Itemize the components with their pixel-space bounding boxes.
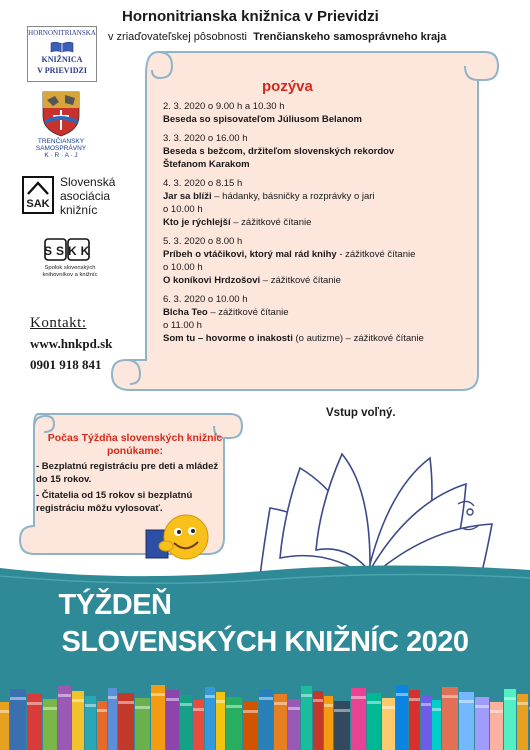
offer-item: - Bezplatnú registráciu pre deti a mládež do 15 rokov. [36, 461, 219, 485]
book-spine [193, 700, 204, 750]
book-spine-band [475, 705, 489, 708]
event-desc: - zážitkové čítanie [336, 249, 416, 260]
book-spine-band [351, 696, 366, 699]
event-title: Jar sa blíži [163, 191, 212, 202]
sak-mark-text: SAK [26, 198, 50, 210]
book-spine-band [97, 709, 107, 712]
sak-name: Slovenská asociácia knižníc [60, 175, 116, 217]
book-spine-band [274, 702, 287, 705]
event-time: o 10.00 h [163, 204, 203, 215]
event-item [163, 235, 463, 287]
event-desc: – zážitkové čítanie [230, 217, 312, 228]
invites-heading: pozýva [262, 78, 313, 95]
book-spine [432, 700, 441, 750]
book-spine-band [27, 702, 42, 705]
region-coat-of-arms [35, 90, 87, 160]
book-spine-band [243, 710, 258, 713]
smiley-reading-icon [142, 512, 214, 562]
book-spine-band [504, 697, 516, 700]
event-item [163, 132, 463, 171]
house-roof-icon [26, 180, 50, 196]
book-spine [97, 701, 107, 750]
contact-label: Kontakt: [30, 315, 87, 331]
book-spine-band [166, 698, 179, 701]
sskk-logo [38, 236, 102, 284]
event-desc: – hádanky, básničky a rozprávky o jari [211, 191, 375, 202]
open-book-icon [50, 41, 74, 53]
offer-heading: Počas Týždňa slovenských knižníc ponúkame: [47, 432, 223, 457]
library-logo-line2: V PRIEVIDZI [37, 66, 87, 75]
book-spines-decoration [0, 682, 530, 750]
library-logo [27, 26, 97, 82]
sak-logo [22, 174, 116, 220]
book-spine-band [180, 703, 192, 706]
book-spine [334, 701, 350, 750]
offer-item: - Čitatelia od 15 rokov si bezplatnú registráciu môžu vylosovať. [36, 490, 193, 514]
book-spine-band [432, 708, 441, 711]
book-spine-band [442, 695, 458, 698]
page-title: Hornonitrianska knižnica v Prievidzi [122, 8, 379, 25]
book-spine-band [108, 696, 117, 699]
book-spine-band [193, 708, 204, 711]
book-spine-band [10, 697, 26, 700]
book-spine-band [324, 704, 333, 707]
banner-line1: TÝŽDEŇ [58, 589, 172, 621]
event-title: Kto je rýchlejší [163, 217, 231, 228]
book-spine-band [43, 707, 57, 710]
event-title: Beseda s bežcom, držiteľom slovenských rekordov [163, 146, 395, 157]
book-spine-band [216, 700, 225, 703]
book-spine [382, 698, 395, 750]
sak-mark [22, 176, 54, 214]
book-spine-band [288, 707, 300, 710]
event-item [163, 293, 463, 345]
book-spine-band [151, 693, 165, 696]
book-spine [226, 697, 242, 750]
book-spine [0, 702, 9, 750]
event-title: O koníkovi Hrdzošovi [163, 275, 261, 286]
event-title: Beseda so spisovateľom Júliusom Belanom [163, 114, 362, 125]
event-date: 6. 3. 2020 o 10.00 h [163, 294, 248, 305]
sskk-mark-text: SSKK [44, 244, 94, 258]
free-entry-note: Vstup voľný. [326, 407, 396, 419]
book-spine-band [459, 700, 474, 703]
book-spine-band [490, 710, 503, 713]
book-spine-band [421, 703, 431, 706]
event-item [163, 177, 463, 229]
book-spine-band [205, 695, 215, 698]
book-spine-band [226, 705, 242, 708]
event-title: Som tu – hovorme o inakosti [163, 333, 293, 344]
event-date: 2. 3. 2020 o 9.00 h a 10.30 h [163, 101, 285, 112]
book-spine [490, 702, 503, 750]
subtitle-region: Trenčianskeho samosprávneho kraja [253, 31, 447, 43]
contact-website-link[interactable]: www.hnkpd.sk [30, 336, 113, 351]
book-spine-band [334, 709, 350, 712]
event-desc: – zážitkové čítanie [207, 307, 289, 318]
coat-of-arms-icon [35, 90, 87, 138]
event-date: 3. 3. 2020 o 16.00 h [163, 133, 248, 144]
subtitle-prefix: v zriaďovateľskej pôsobnosti [108, 31, 247, 43]
event-time: o 10.00 h [163, 262, 203, 273]
book-spine-band [396, 693, 408, 696]
book-spine-band [135, 706, 150, 709]
book-spine [135, 698, 150, 750]
book-spine-band [313, 699, 323, 702]
book-spine-band [259, 697, 273, 700]
event-date: 5. 3. 2020 o 8.00 h [163, 236, 243, 247]
library-logo-line1: KNIŽNICA [41, 55, 83, 64]
banner-line2: SLOVENSKÝCH KNIŽNÍC 2020 [61, 626, 469, 658]
book-spine-band [72, 699, 84, 702]
region-logo-text: TRENČIANSKY SAMOSPRÁVNY K · R · A · J [35, 138, 87, 159]
library-logo-arc-text: HORNONITRIANSKA [28, 29, 96, 37]
offer-list [36, 460, 231, 518]
book-spine-band [58, 694, 71, 697]
event-time: o 11.00 h [163, 320, 202, 331]
book-spine-band [301, 694, 312, 697]
contact-phone: 0901 918 841 [30, 357, 102, 372]
event-desc: – zážitkové čítanie [260, 275, 341, 286]
book-spine-band [382, 706, 395, 709]
book-spine [288, 699, 300, 750]
book-spine-band [517, 702, 528, 705]
page-subtitle [108, 31, 446, 43]
event-title: Blcha Teo [163, 307, 208, 318]
event-item [163, 100, 463, 126]
book-spine-band [85, 704, 96, 707]
book-spine-band [409, 698, 420, 701]
event-list [163, 100, 463, 351]
book-spine [43, 699, 57, 750]
book-spine [475, 697, 489, 750]
book-spine-band [0, 710, 9, 713]
event-date: 4. 3. 2020 o 8.15 h [163, 178, 243, 189]
sskk-logo-text: Spolok slovenských knihovníkov a knižníc [42, 265, 98, 278]
event-title: Príbeh o vtáčikovi, ktorý mal rád knihy [163, 249, 337, 260]
book-spine-band [118, 701, 134, 704]
book-spine [243, 702, 258, 750]
book-spine-band [367, 701, 381, 704]
event-desc: (o autizme) – zážitkové čítanie [292, 333, 424, 344]
event-title-cont: Štefanom Karakom [163, 159, 250, 170]
